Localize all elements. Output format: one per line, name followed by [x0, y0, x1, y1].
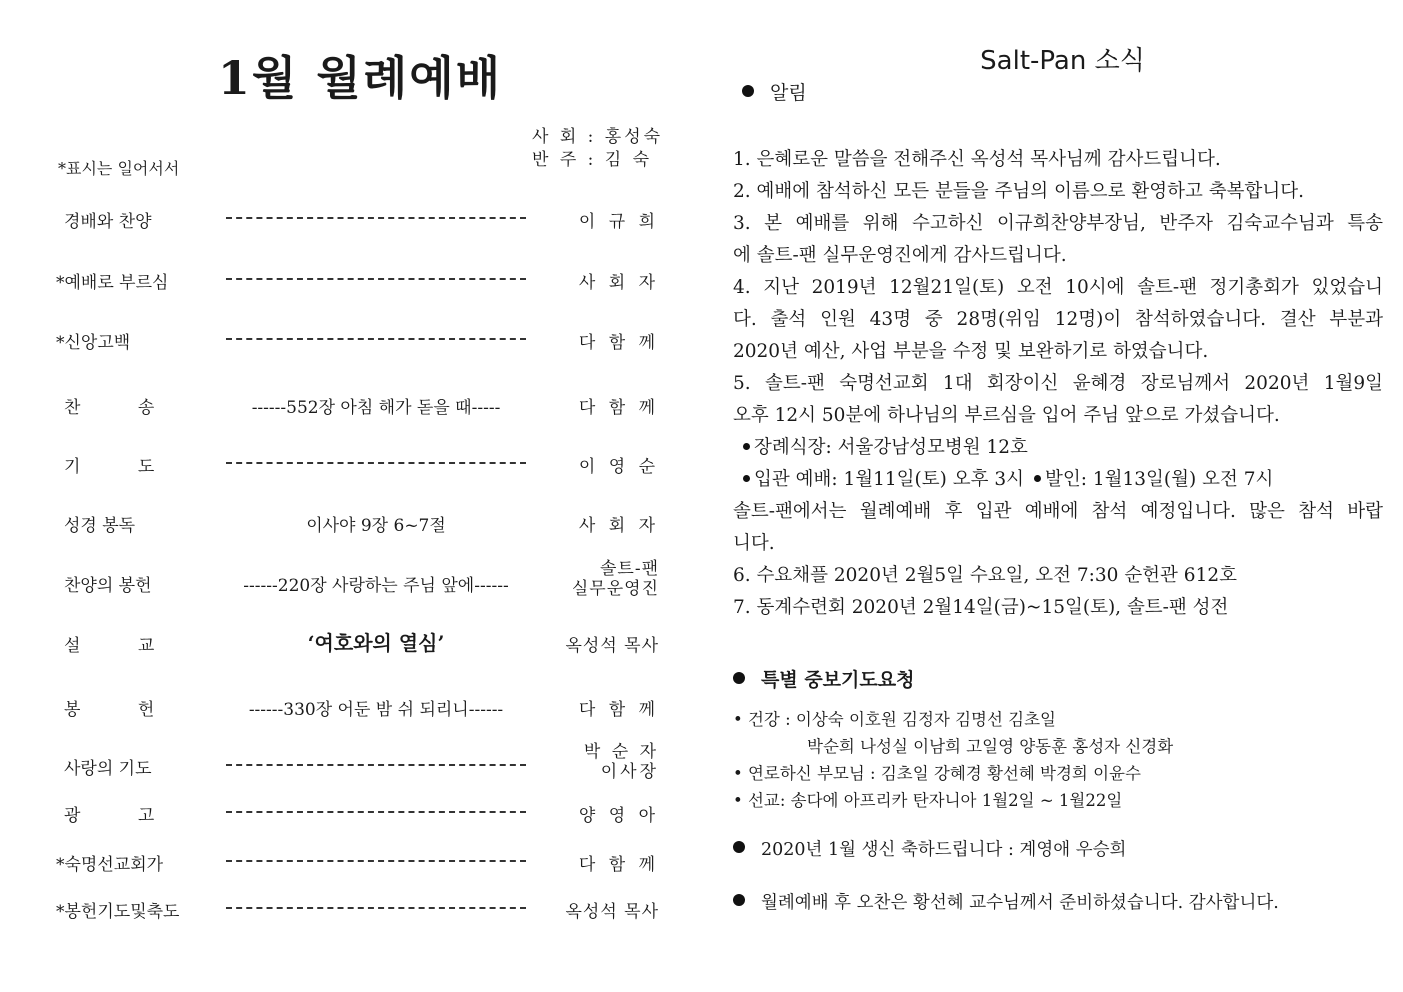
- bullet-icon: [733, 841, 745, 853]
- bullet-icon: [743, 443, 750, 450]
- order-row-praise: [0, 207, 700, 237]
- notice-heading-label: 알림: [770, 82, 807, 104]
- notice-line: 니다.: [733, 533, 775, 554]
- notice-line: 7. 동계수련회 2020년 2월14일(금)~15일(토), 솔트-팬 성전: [733, 597, 1229, 618]
- dotted-leader: [226, 338, 526, 340]
- order-row-creed: [0, 328, 700, 358]
- notice-line: [733, 464, 1383, 496]
- notice-line: 2020년 예산, 사업 부분을 수정 및 보완하기로 하였습니다.: [733, 341, 1209, 362]
- sermon-title: ‘여호와의 열심’: [307, 631, 445, 655]
- order-item-person: 다 함 께: [578, 700, 659, 720]
- order-item-person-line2: 실무운영진: [571, 579, 659, 599]
- order-item-person: 다 함 께: [578, 398, 659, 418]
- order-row-love-prayer: [0, 742, 700, 784]
- prayer-line: • 선교: 송다에 아프리카 탄자니아 1월2일 ~ 1월22일: [733, 791, 1123, 810]
- bullet-icon: [733, 672, 745, 684]
- notice-line: 5. 솔트-팬 숙명선교회 1대 회장이신 윤혜경 장로님께서 2020년 1월9일: [733, 373, 1383, 394]
- prayer-list: [733, 706, 1173, 814]
- notice-line: 6. 수요채플 2020년 2월5일 수요일, 오전 7:30 순헌관 612호: [733, 565, 1237, 586]
- order-item-detail: ------552장 아침 해가 돋을 때-----: [251, 398, 501, 418]
- order-item-name: 경배와 찬양: [64, 212, 152, 232]
- prayer-heading-label: 특별 중보기도요청: [761, 669, 915, 691]
- dotted-leader: [226, 860, 526, 862]
- order-item-name: 광 고: [64, 806, 181, 826]
- notice-line: 다. 출석 인원 43명 중 28명(위임 12명)이 참석하였습니다. 결산 부분과: [733, 309, 1383, 330]
- order-row-mission-song: [0, 850, 700, 880]
- order-row-call-to-worship: [0, 268, 700, 298]
- notice-line: 에 솔트-팬 실무운영진에게 감사드립니다.: [733, 245, 1067, 266]
- order-item-detail: ------330장 어둔 밤 쉬 되리니------: [248, 700, 504, 720]
- order-item-name: 찬 송: [64, 398, 181, 418]
- prayer-line: 박순희 나성실 이남희 고일영 양동훈 홍성자 신경화: [807, 737, 1174, 756]
- birthday-text: 2020년 1월 생신 축하드립니다 : 계영애 우승희: [761, 840, 1127, 860]
- news-panel: [700, 0, 1403, 992]
- order-item-detail: 이사야 9장 6~7절: [306, 516, 446, 536]
- order-item-detail: ------220장 사랑하는 주님 앞에------: [243, 576, 509, 596]
- news-title: Salt-Pan 소식: [980, 46, 1145, 76]
- bullet-icon: [742, 85, 754, 97]
- encoffining-service: 입관 예배: 1월11일(토) 오후 3시: [754, 469, 1024, 490]
- dotted-leader: [226, 217, 526, 219]
- order-item-person: 양 영 아: [578, 806, 659, 826]
- funeral-departure: 발인: 1월13일(월) 오전 7시: [1044, 469, 1274, 490]
- order-row-offering-song: [0, 559, 700, 601]
- order-item-person: 다 함 께: [578, 333, 659, 353]
- worship-order-panel: [0, 0, 700, 992]
- order-item-name: *봉헌기도및축도: [56, 902, 180, 922]
- order-row-offering: [0, 695, 700, 725]
- order-item-person: 사 회 자: [578, 516, 659, 536]
- notice-list: [733, 144, 1383, 624]
- lunch-line: [733, 889, 1279, 914]
- order-row-announcements: [0, 801, 700, 831]
- order-row-hymn: [0, 393, 700, 423]
- lunch-text: 월례예배 후 오찬은 황선혜 교수님께서 준비하셨습니다. 감사합니다.: [761, 893, 1279, 913]
- notice-line: 솔트-팬에서는 월례예배 후 입관 예배에 참석 예정입니다. 많은 참석 바랍: [733, 501, 1383, 522]
- order-item-person-line1: 솔트-팬: [599, 559, 659, 579]
- order-item-person: [584, 742, 659, 782]
- officer-leader: 사 회 : 홍성숙: [532, 127, 664, 147]
- dotted-leader: [226, 907, 526, 909]
- order-item-person: 옥성석 목사: [565, 902, 659, 922]
- birthday-line: [733, 836, 1126, 861]
- notice-line: 1. 은혜로운 말씀을 전해주신 옥성석 목사님께 감사드립니다.: [733, 149, 1221, 170]
- order-item-person-line1: 박 순 자: [583, 742, 659, 762]
- order-row-scripture: [0, 511, 700, 541]
- order-row-benediction: [0, 897, 700, 927]
- order-item-name: 찬양의 봉헌: [64, 576, 152, 596]
- order-item-person: 다 함 께: [578, 855, 659, 875]
- order-item-person: 이 영 순: [578, 457, 659, 477]
- notice-line: 오후 12시 50분에 하나님의 부르심을 입어 주님 앞으로 가셨습니다.: [733, 405, 1280, 426]
- prayer-line: • 연로하신 부모님 : 김초일 강혜경 황선혜 박경희 이윤수: [733, 764, 1141, 783]
- dotted-leader: [226, 278, 526, 280]
- order-item-name: 기 도: [64, 457, 181, 477]
- order-row-sermon: [0, 631, 700, 661]
- notice-line: 3. 본 예배를 위해 수고하신 이규희찬양부장님, 반주자 김숙교수님과 특송: [733, 213, 1383, 234]
- notice-heading: [742, 78, 807, 105]
- notice-line: 2. 예배에 참석하신 모든 분들을 주님의 이름으로 환영하고 축복합니다.: [733, 181, 1304, 202]
- prayer-line: • 건강 : 이상숙 이호원 김정자 김명선 김초일: [733, 710, 1056, 729]
- notice-line: [733, 432, 1383, 464]
- bullet-icon: [743, 475, 750, 482]
- order-item-name: 설 교: [64, 636, 181, 656]
- dotted-leader: [226, 811, 526, 813]
- funeral-hall: 장례식장: 서울강남성모병원 12호: [754, 437, 1028, 458]
- dotted-leader: [226, 462, 526, 464]
- order-item-person: 이 규 희: [578, 212, 659, 232]
- page-title: 1월 월례예배: [217, 51, 503, 105]
- order-item-person: [572, 559, 659, 599]
- order-item-name: *숙명선교회가: [56, 855, 164, 875]
- order-item-name: 봉 헌: [64, 700, 181, 720]
- stand-note: *표시는 일어서서: [58, 159, 180, 178]
- notice-line: 4. 지난 2019년 12월21일(토) 오전 10시에 솔트-팬 정기총회가 있었습니: [733, 277, 1383, 298]
- prayer-heading: [733, 665, 914, 692]
- order-row-prayer: [0, 452, 700, 482]
- bullet-icon: [1034, 475, 1041, 482]
- bullet-icon: [733, 894, 745, 906]
- order-item-person-line2: 이사장: [600, 762, 659, 782]
- order-item-name: 성경 봉독: [64, 516, 136, 536]
- officers-block: [532, 126, 663, 172]
- order-item-person: 사 회 자: [578, 273, 659, 293]
- order-item-name: 사랑의 기도: [64, 759, 152, 779]
- order-item-name: *신앙고백: [56, 333, 131, 353]
- order-item-name: *예배로 부르심: [56, 273, 169, 293]
- dotted-leader: [226, 764, 526, 766]
- officer-accompanist: 반 주 : 김 숙: [532, 150, 653, 170]
- order-item-person: 옥성석 목사: [565, 636, 659, 656]
